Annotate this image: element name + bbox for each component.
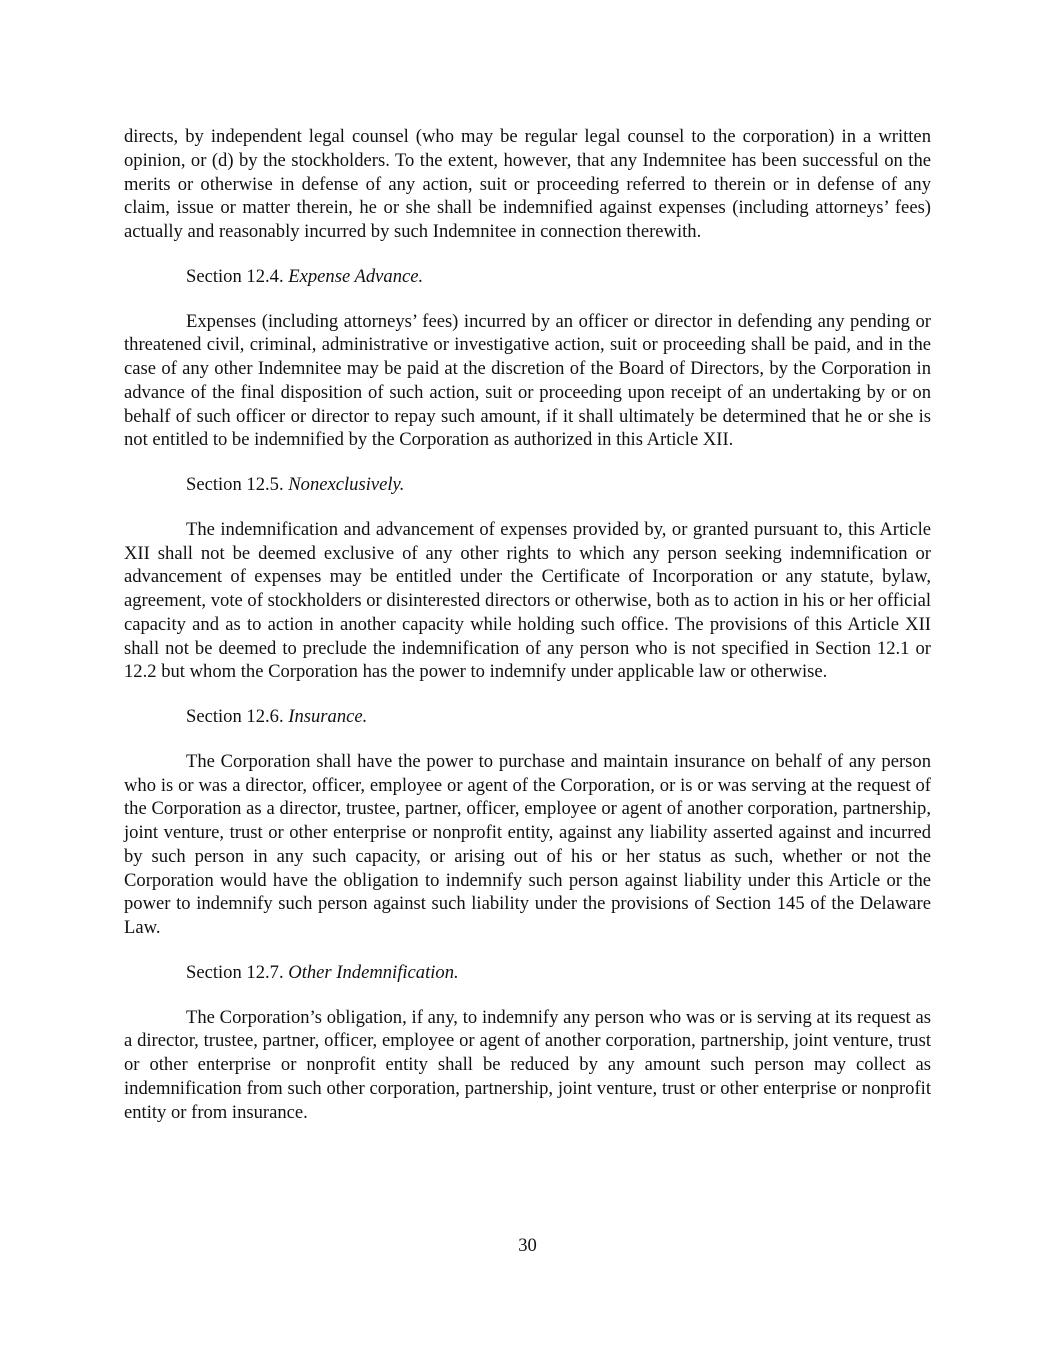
section-12-7-body: The Corporation’s obligation, if any, to indemnify any person who was or is serving at its request as a director, trustee, partner, officer, employee or agent of another corporation, partnership, joint venture, trust or other enterprise or nonprofit entity shall be reduced by any amount such person may collect as indemnification from such other corporation, partnership, joint venture, trust or other enterprise or nonprofit entity or from insurance. [124, 1006, 931, 1123]
section-12-6-heading [124, 705, 931, 729]
section-12-5-body: The indemnification and advancement of expenses provided by, or granted pursuant to, this Article XII shall not be deemed exclusive of any other rights to which any person seeking indemnification or advancement of expenses may be entitled under the Certificate of Incorporation or any statute, bylaw, agreement, vote of stockholders or disinterested directors or otherwise, both as to action in his or her official capacity and as to action in another capacity while holding such office. The provisions of this Article XII shall not be deemed to preclude the indemnification of any person who is not specified in Section 12.1 or 12.2 but whom the Corporation has the power to indemnify under applicable law or otherwise. [124, 518, 931, 683]
page-number: 30 [518, 1235, 537, 1256]
section-title: Expense Advance. [288, 265, 424, 287]
section-12-7-heading [124, 961, 931, 985]
section-title: Nonexclusively. [288, 474, 405, 495]
section-number: Section 12.4. [186, 265, 289, 287]
section-number: Section 12.5. [186, 474, 289, 495]
section-12-4-body: Expenses (including attorneys’ fees) incurred by an officer or director in defending any pending or threatened civil, criminal, administrative or investigative action, suit or proceeding shall be paid, and in the case of any other Indemnitee may be paid at the discretion of the Board of Directors, by the Corporation in advance of the final disposition of such action, suit or proceeding upon receipt of an undertaking by or on behalf of such officer or director to repay such amount, if it shall ultimately be determined that he or she is not entitled to be indemnified by the Corporation as authorized in this Article XII. [124, 310, 931, 451]
paragraph-continuation: directs, by independent legal counsel (who may be regular legal counsel to the corporation) in a written opinion, or (d) by the stockholders. To the extent, however, that any Indemnitee has been successful on the merits or otherwise in defense of any action, suit or proceeding referred to therein or in defense of any claim, issue or matter therein, he or she shall be indemnified against expenses (including attorneys’ fees) actually and reasonably incurred by such Indemnitee in connection therewith. [124, 126, 931, 242]
section-12-5-heading [124, 473, 931, 497]
section-12-6-body: The Corporation shall have the power to purchase and maintain insurance on behalf of any person who is or was a director, officer, employee or agent of the Corporation, or is or was serving at the request of the Corporation as a director, trustee, partner, officer, employee or agent of another corporation, partnership, joint venture, trust or other enterprise or nonprofit entity, against any liability asserted against and incurred by such person in any such capacity, or arising out of his or her status as such, whether or not the Corporation would have the obligation to indemnify such person against liability under this Article or the power to indemnify such person against such liability under the provisions of Section 145 of the Delaware Law. [124, 750, 931, 938]
section-title: Other Indemnification. [288, 961, 459, 983]
section-number: Section 12.6. [186, 706, 289, 727]
section-title: Insurance. [288, 706, 368, 727]
section-12-4-heading [124, 265, 931, 289]
section-number: Section 12.7. [186, 961, 289, 983]
document-page [124, 125, 931, 1145]
